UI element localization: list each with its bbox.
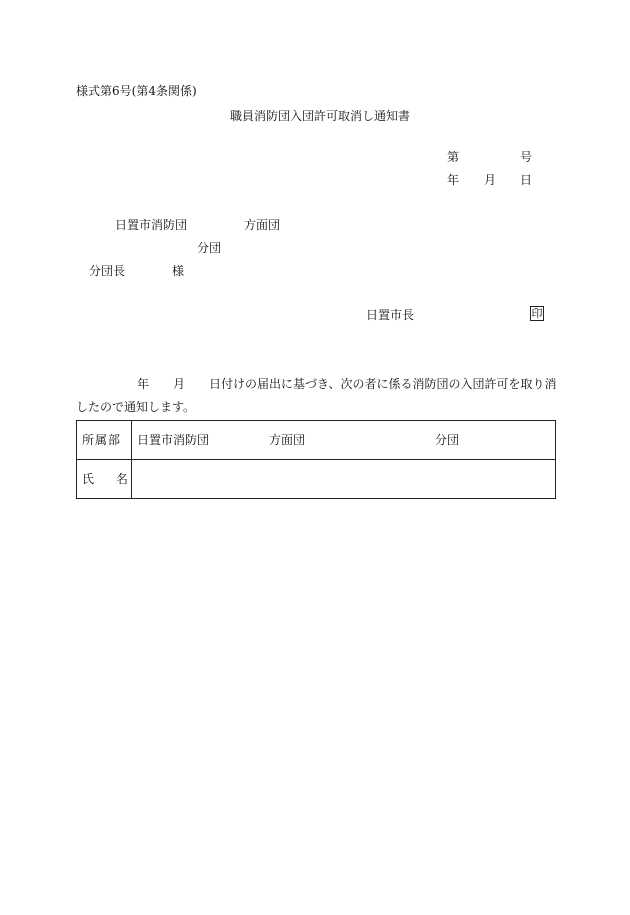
addressee-fire-corps: 日置市消防団 xyxy=(115,218,188,232)
body-text-line2: したので通知します。 xyxy=(76,400,196,414)
addressee-branch: 分団 xyxy=(197,241,222,255)
affiliation-area-corps: 方面団 xyxy=(269,433,306,447)
document-title: 職員消防団入団許可取消し通知書 xyxy=(230,109,411,123)
date-day: 日 xyxy=(520,173,533,187)
body-year: 年 xyxy=(137,377,150,391)
date-month: 月 xyxy=(484,173,497,187)
doc-number-prefix: 第 xyxy=(447,150,460,164)
affiliation-label: 所属部 xyxy=(82,433,122,447)
info-table xyxy=(76,420,556,499)
addressee-area-corps: 方面団 xyxy=(244,218,281,232)
date-year: 年 xyxy=(447,173,460,187)
table-row xyxy=(77,421,555,460)
table-row xyxy=(77,460,555,498)
affiliation-branch: 分団 xyxy=(435,433,460,447)
addressee-branch-chief: 分団長 xyxy=(89,264,126,278)
seal-mark: 印 xyxy=(531,307,543,320)
form-number: 様式第6号(第4条関係) xyxy=(76,84,197,98)
addressee-honorific: 様 xyxy=(172,264,185,278)
affiliation-fire-corps: 日置市消防団 xyxy=(137,433,210,447)
doc-number-suffix: 号 xyxy=(520,150,533,164)
body-month: 月 xyxy=(173,377,186,391)
sender-name: 日置市長 xyxy=(366,308,415,322)
name-label: 氏 名 xyxy=(82,472,128,486)
body-text-line1: 日付けの届出に基づき、次の者に係る消防団の入団許可を取り消 xyxy=(209,377,557,391)
